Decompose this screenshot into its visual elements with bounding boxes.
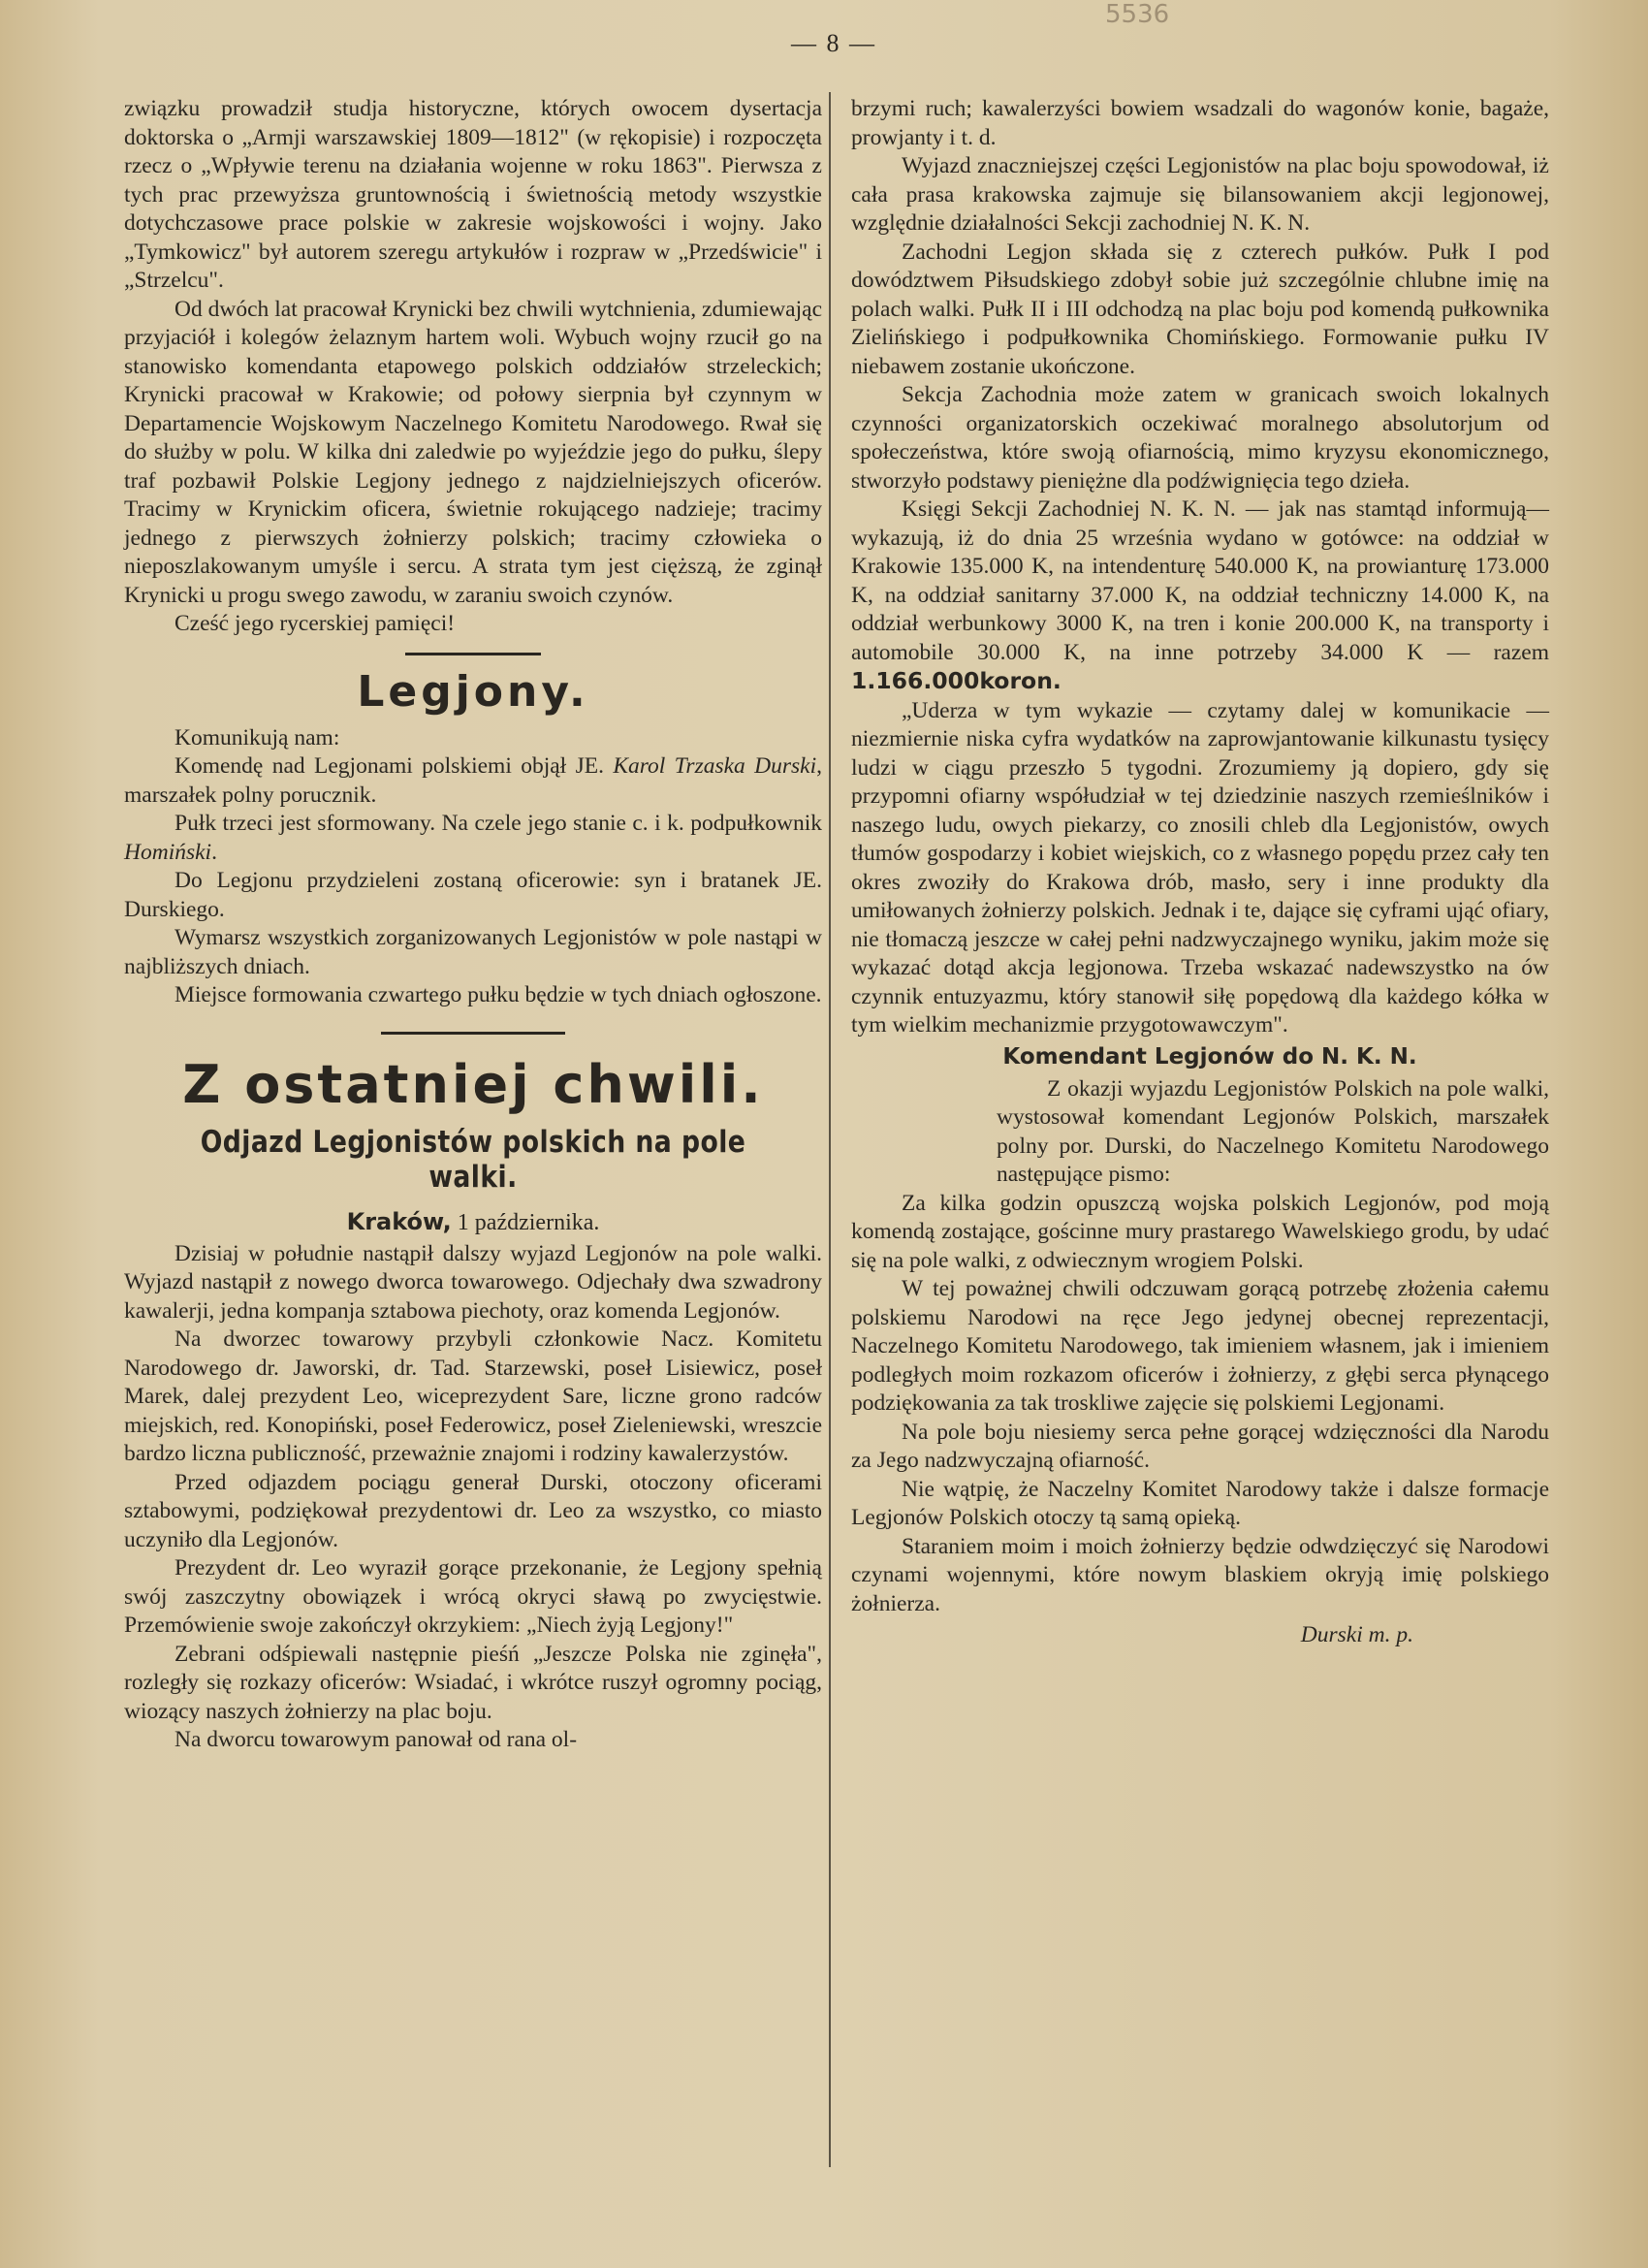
ksiegi-paragraph: Księgi Sekcji Zachodniej N. K. N. — jak nas stamtąd informują—wykazują, iż do dnia 25 września wydano w gotówce: na oddział w Krakowie 135.000 K, na intendenturę 540.000 K, na prowianturę 173.000 K, na oddział sanitarny 37.000 K, na oddział techniczny 14.000 K, na oddział werbunkowy 3000 K, na tren i konie 200.000 K, na transporty i automobile 30.000 K, na inne potrzeby 34.000 K — razem 1.166.000koron. xyxy=(851,496,1549,694)
legjony-intro: Komunikują nam: xyxy=(174,724,340,751)
archive-mark: 5536 xyxy=(1105,0,1170,29)
odjazd-continuation: brzymi ruch; kawalerzyści bowiem wsadzali do wagonów konie, bagaże, prowjanty i t. d. xyxy=(851,96,1549,150)
odjazd-continuation: Zachodni Legjon składa się z czterech pułków. Pułk I pod dowództwem Piłsudskiego zdobył sobie już szczególnie chlubne imię na polach walki. Pułk II i III odchodzą na plac boju pod komendą pułkownika Zielińskiego i podpułkownika Chomińskiego. Formowanie pułku IV niebawem zostanie ukończone. xyxy=(851,239,1549,379)
krynicki-tribute: Cześć jego rycerskiej pamięci! xyxy=(174,611,456,636)
letter-paragraph: Na pole boju niesiemy serca pełne gorącej wdzięczności dla Narodu za Jego nadzwyczajną ofiarność. xyxy=(851,1419,1549,1473)
odjazd-paragraph: Prezydent dr. Leo wyraził gorące przekonanie, że Legjony spełnią swój zaszczytny obowiązek i wrócą okryci sławą po zwycięstwie. Przemówienie swoje zakończył okrzykiem: „Niech żyją Legjony!" xyxy=(124,1555,822,1638)
legjony-paragraph: Miejsce formowania czwartego pułku będzie w tych dniach ogłoszone. xyxy=(174,982,822,1007)
left-column xyxy=(124,95,822,1755)
krynicki-paragraph: Od dwóch lat pracował Krynicki bez chwili wytchnienia, zdumiewając przyjaciół i kolegów żelaznym hartem woli. Wybuch wojny rzucił go na stanowisko komendanta etapowego polskich oddziałów strzeleckich; Krynicki pracował w Krakowie; od połowy sierpnia był czynnym w Departamencie Wojskowym Naczelnego Komitetu Narodowego. Rwał się do służby w polu. W kilka dni zaledwie po wyjeździe jego do pułku, ślepy traf pozbawił Polskie Legjony jednego z najdzielniejszych oficerów. Tracimy w Krynickim oficera, świetnie rokującego nadzieje; tracimy jednego z pierwszych żołnierzy polskich; tracimy człowieka o nieposzlakowanym umyśle i sercu. A strata tym jest cięższą, że zginął Krynicki u progu swego zawodu, w zaraniu swoich czynów. xyxy=(124,296,822,608)
krynicki-paragraph: związku prowadził studja historyczne, których owocem dysertacja doktorska o „Armji warszawskiej 1809—1812" (w rękopisie) i rozpoczęta rzecz o „Wpływie terenu na działania wojenne w roku 1863". Pierwsza z tych prac przewyższa gruntownością i świetnością metody wszystkie dotychczasowe prace polskie w zakresie wojskowości i wojny. Jako „Tymkowicz" był autorem szeregu artykułów i rozpraw w „Przedświcie" i „Strzelcu". xyxy=(124,96,822,293)
odjazd-paragraph: Przed odjazdem pociągu generał Durski, otoczony oficerami sztabowymi, podziękował prezydentowi dr. Leo za wszystko, co miasto uczyniło dla Legjonów. xyxy=(124,1469,822,1552)
odjazd-paragraph: Na dworcu towarowym panował od rana ol- xyxy=(174,1727,578,1752)
odjazd-paragraph: Na dworzec towarowy przybyli członkowie Nacz. Komitetu Narodowego dr. Jaworski, dr. Tad. Starzewski, poseł Lisiewicz, poseł Marek, dalej prezydent Leo, wiceprezydent Sare, liczne grono radców miejskich, red. Konopiński, poseł Federowicz, poseł Zieleniewski, wreszcie bardzo liczna publiczność, przeważnie znajomi i rodziny kawalerzystów. xyxy=(124,1326,822,1466)
letter-paragraph: W tej poważnej chwili odczuwam gorącą potrzebę złożenia całemu polskiemu Narodowi na ręce Jego jedynej obecnej reprezentacji, Naczelnego Komitetu Narodowego, tak imieniem własnem, jak i imieniem podległych moim rozkazom oficerów i żołnierzy, z głębi serca płynącego podziękowania za tak troskliwe zajęcie się polskiemi Legjonami. xyxy=(851,1276,1549,1416)
z-ostatniej-chwili-heading: Z ostatniej chwili. xyxy=(182,1053,764,1115)
hominski-name: Homiński xyxy=(124,839,212,865)
legjony-heading: Legjony. xyxy=(357,666,589,717)
odjazd-continuation: Wyjazd znaczniejszej części Legjonistów na plac boju spowodował, iż cała prasa krakowska zajmuje się bilansowaniem akcji legjonowej, względnie działalności Sekcji zachodniej N. K. N. xyxy=(851,153,1549,236)
letter-paragraph: Za kilka godzin opuszczą wojska polskich Legjonów, pod moją komendą zostające, gościnne mury prastarego Wawelskiego grodu, by udać się na pole walki, z odwiecznym wrogiem Polski. xyxy=(851,1190,1549,1273)
odjazd-paragraph: Dzisiaj w południe nastąpił dalszy wyjazd Legjonów na pole walki. Wyjazd nastąpił z nowego dworca towarowego. Odjechały dwa szwadrony kawalerji, jedna kompanja sztabowa piechoty, oraz komenda Legjonów. xyxy=(124,1240,822,1324)
letter-paragraph: Nie wątpię, że Naczelny Komitet Narodowy także i dalsze formacje Legjonów Polskich otoczy tą samą opieką. xyxy=(851,1476,1549,1530)
dateline: Kraków, 1 października. xyxy=(346,1207,600,1235)
column-divider xyxy=(829,92,831,2167)
uderza-paragraph: „Uderza w tym wykazie — czytamy dalej w komunikacie — niezmiernie niska cyfra wydatków na zaprowjantowanie kilkunastu tysięcy ludzi w ciągu przeszło 5 tygodni. Zrozumiemy ją dopiero, gdy się przypomni ofiarny współudział w tej dziedzinie naszych rzemieślników i naszego ludu, owych piekarzy, co znosili chleb dla Legjonistów, owych tłumów gospodarzy i kobiet wiejskich, co z własnego popędu przez cały ten okres zwoziły do Krakowa drób, masło, sery i inne produkty dla umiłowanych żołnierzy polskich. Jednak i te, dające się cyframi ująć ofiary, nie tłomaczą jeszcze w całej pełni nadzwyczajnego wyniku, jakim może się wykazać dotąd akcja legjonowa. Trzeba wskazać nadewszystko na ów czynnik entuzyazmu, który stanowił siłę popędową dla każdego kółka w tym wielkim mechanizmie przygotowawczym". xyxy=(851,697,1549,1038)
legjony-paragraph: Komendę nad Legjonami polskiemi objął JE. Karol Trzaska Durski, marszałek polny porucznik. xyxy=(124,753,822,808)
section-rule xyxy=(405,653,541,655)
legjony-paragraph: Do Legjonu przydzieleni zostaną oficerowie: syn i bratanek JE. Durskiego. xyxy=(124,868,822,922)
durski-name: Karol Trzaska Durski xyxy=(613,753,817,779)
odjazd-continuation: Sekcja Zachodnia może zatem w granicach swoich lokalnych czynności organizatorskich oczekiwać moralnego absolutorjum od społeczeństwa, które swoją ofiarnością, mimo kryzysu ekonomicznego, stworzyło podstawy pieniężne dla podźwignięcia tego dzieła. xyxy=(851,382,1549,494)
page-number: — 8 — xyxy=(791,29,876,57)
total-amount: 1.166.000koron. xyxy=(851,667,1062,694)
komendant-intro: Z okazji wyjazdu Legjonistów Polskich na pole walki, wystosował komendant Legjonów Polskich, marszałek polny por. Durski, do Naczelnego Komitetu Narodowego następujące pismo: xyxy=(997,1075,1549,1187)
komendant-heading: Komendant Legjonów do N. K. N. xyxy=(1002,1043,1417,1070)
odjazd-paragraph: Zebrani odśpiewali następnie pieśń „Jeszcze Polska nie zginęła", rozległy się rozkazy oficerów: Wsiadać, i wkrótce ruszył ogromny pociąg, wiozący naszych żołnierzy na plac boju. xyxy=(124,1641,822,1724)
odjazd-subheading: Odjazd Legjonistów polskich na pole walki. xyxy=(200,1124,746,1195)
right-column xyxy=(851,95,1549,1648)
legjony-paragraph: Pułk trzeci jest sformowany. Na czele jego stanie c. i k. podpułkownik Homiński. xyxy=(124,811,822,865)
letter-paragraph: Staraniem moim i moich żołnierzy będzie odwdzięczyć się Narodowi czynami wojennymi, które nowym blaskiem okryją imię polskiego żołnierza. xyxy=(851,1533,1549,1616)
signature: Durski m. p. xyxy=(1300,1622,1413,1647)
legjony-paragraph: Wymarsz wszystkich zorganizowanych Legjonistów w pole nastąpi w najbliższych dniach. xyxy=(124,925,822,979)
section-rule xyxy=(381,1032,565,1035)
